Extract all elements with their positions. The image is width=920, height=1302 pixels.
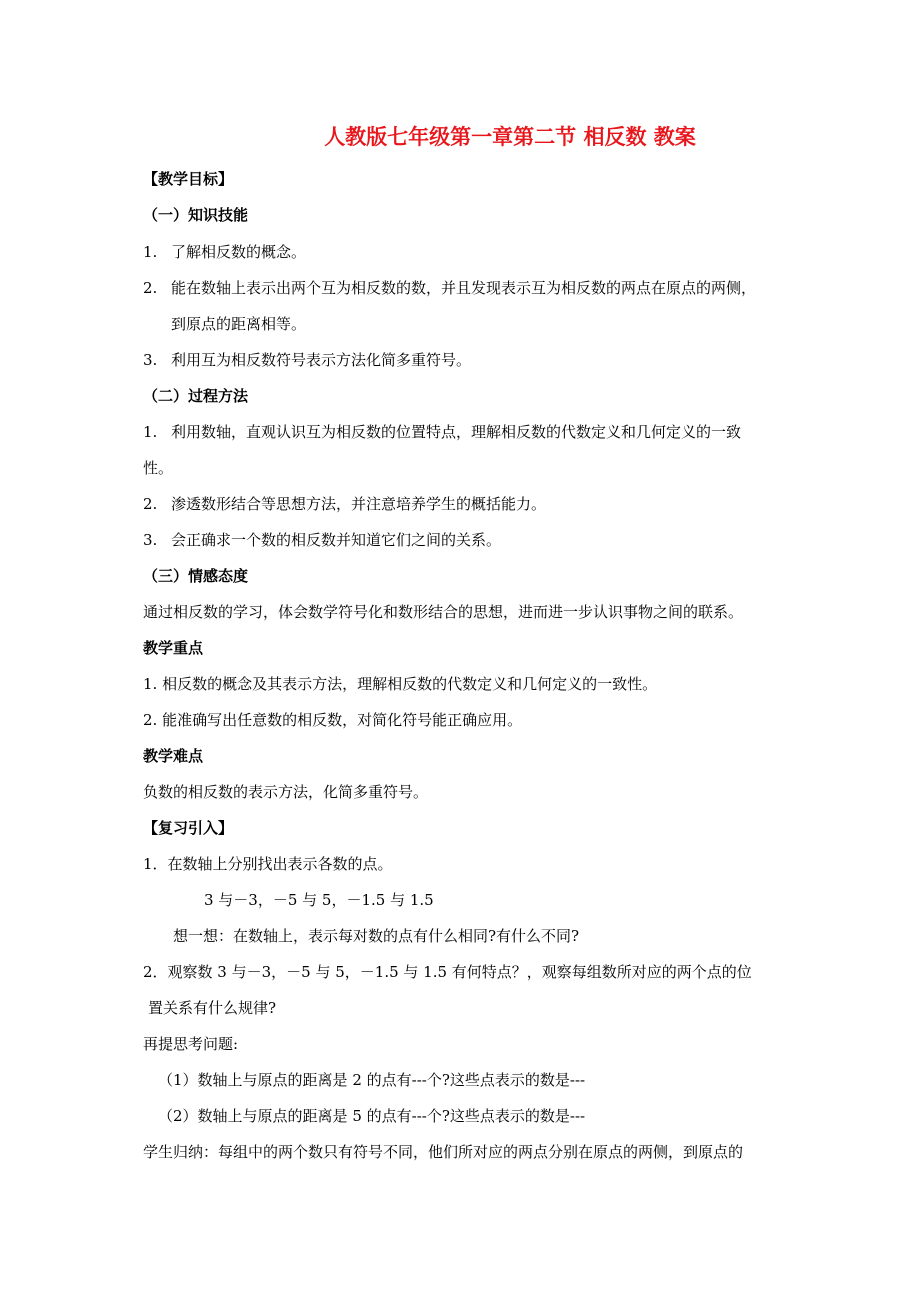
review-heading: 【复习引入】 bbox=[143, 819, 234, 837]
key-point-item: 1. 相反数的概念及其表示方法，理解相反数的代数定义和几何定义的一致性。 bbox=[143, 675, 658, 693]
knowledge-item bbox=[143, 350, 471, 370]
review-line: 再提思考问题: bbox=[143, 1035, 239, 1053]
review-number-pairs: 3 与－3，－5 与 5，－1.5 与 1.5 bbox=[204, 891, 434, 909]
item-text: 会正确求一个数的相反数并知道它们之间的关系。 bbox=[171, 531, 502, 549]
item-text: 利用数轴，直观认识互为相反数的位置特点，理解相反数的代数定义和几何定义的一致 bbox=[171, 423, 742, 441]
review-question: （2）数轴上与原点的距离是 5 的点有---个?这些点表示的数是--- bbox=[158, 1107, 586, 1125]
review-line: 2．观察数 3 与－3，－5 与 5，－1.5 与 1.5 有何特点？，观察每组数所对应的两个点的位 bbox=[143, 963, 752, 981]
knowledge-item-continuation: 到原点的距离相等。 bbox=[171, 315, 307, 333]
key-point-item: 2. 能准确写出任意数的相反数，对简化符号能正确应用。 bbox=[143, 711, 523, 729]
knowledge-item bbox=[143, 242, 306, 262]
process-item bbox=[143, 494, 546, 514]
document-title: 人教版七年级第一章第二节 相反数 教案 bbox=[324, 125, 696, 149]
item-number: 2. bbox=[143, 495, 158, 513]
emotion-heading: （三）情感态度 bbox=[143, 567, 249, 585]
item-text: 能在数轴上表示出两个互为相反数的数，并且发现表示互为相反数的两点在原点的两侧， bbox=[171, 279, 757, 297]
process-item-continuation: 性。 bbox=[143, 459, 174, 477]
emotion-text: 通过相反数的学习，体会数学符号化和数形结合的思想，进而进一步认识事物之间的联系。 bbox=[143, 603, 744, 621]
knowledge-item bbox=[143, 278, 756, 298]
item-text: 渗透数形结合等思想方法，并注意培养学生的概括能力。 bbox=[171, 495, 547, 513]
review-question: （1）数轴上与原点的距离是 2 的点有---个?这些点表示的数是--- bbox=[158, 1071, 586, 1089]
review-line: 置关系有什么规律? bbox=[148, 999, 277, 1017]
process-item bbox=[143, 530, 501, 550]
item-text: 利用互为相反数符号表示方法化简多重符号。 bbox=[171, 351, 472, 369]
knowledge-heading: （一）知识技能 bbox=[143, 206, 249, 224]
item-text: 了解相反数的概念。 bbox=[171, 243, 307, 261]
goals-heading: 【教学目标】 bbox=[143, 170, 234, 188]
review-line: 学生归纳：每组中的两个数只有符号不同，他们所对应的两点分别在原点的两侧，到原点的 bbox=[143, 1143, 744, 1161]
key-points-heading: 教学重点 bbox=[143, 639, 204, 657]
item-number: 1. bbox=[143, 423, 158, 441]
process-item bbox=[143, 422, 741, 442]
difficulty-text: 负数的相反数的表示方法，化简多重符号。 bbox=[143, 783, 429, 801]
item-number: 2. bbox=[143, 279, 158, 297]
review-line: 想一想：在数轴上，表示每对数的点有什么相同?有什么不同? bbox=[173, 927, 580, 945]
item-number: 3. bbox=[143, 531, 158, 549]
difficulty-heading: 教学难点 bbox=[143, 747, 204, 765]
review-line: 1．在数轴上分别找出表示各数的点。 bbox=[143, 855, 393, 873]
process-heading: （二）过程方法 bbox=[143, 387, 249, 405]
item-number: 3. bbox=[143, 351, 158, 369]
item-number: 1. bbox=[143, 243, 158, 261]
